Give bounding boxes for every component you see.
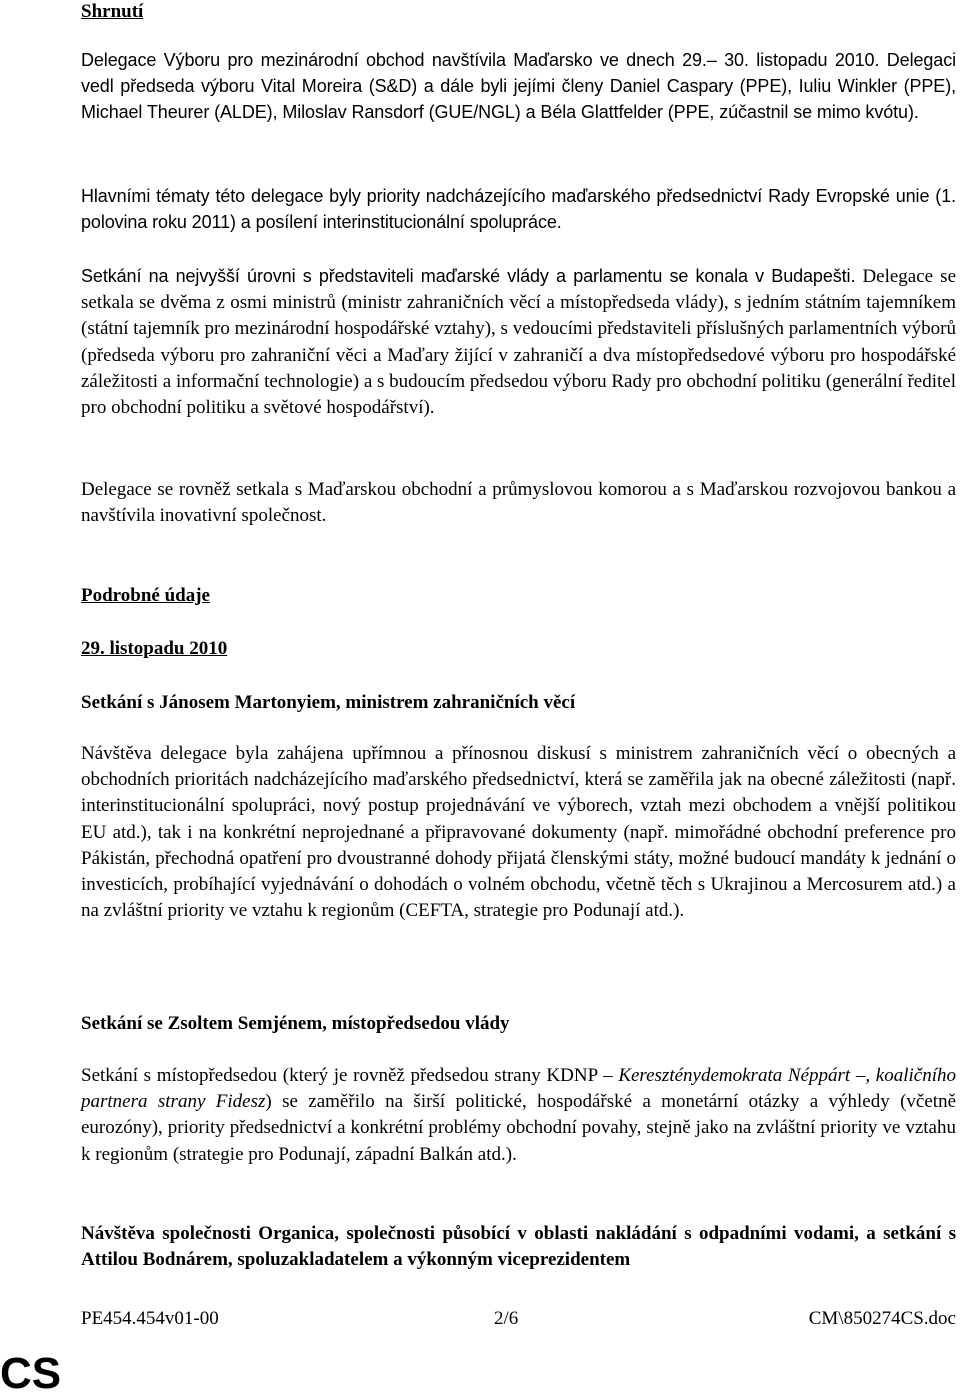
meeting-2-text: [81, 1063, 956, 1168]
meeting-1-heading: Setkání s Jánosem Martonyiem, ministrem zahraničních věcí: [81, 692, 576, 713]
visit-heading-block: [81, 1221, 956, 1273]
visit-heading: Návštěva společnosti Organica, společnosti působící v oblasti nakládání s odpadními vodami, a setkání s Attilou Bodnárem, spoluzakladatelem a výkonným viceprezidentem: [81, 1223, 956, 1270]
summary-heading: Shrnutí: [81, 1, 144, 22]
summary-heading-block: [81, 0, 956, 24]
summary-text-1: Delegace Výboru pro mezinárodní obchod navštívila Maďarsko ve dnech 29.– 30. listopadu 2010. Delegaci vedl předseda výboru Vital Moreira (S&D) a dále byli jejími členy Daniel Caspary (PPE), Iuliu Winkler (PPE), Michael Theurer (ALDE), Miloslav Ransdorf (GUE/NGL) a Béla Glattfelder (PPE, zúčastnil se mimo kvótu).: [81, 50, 956, 122]
meeting-2-text-italic: Kereszténydemokrata Néppárt –, koaličního partnera strany Fidesz: [81, 1065, 956, 1113]
meeting-2-paragraph: [81, 1063, 956, 1168]
meeting-2-heading: Setkání se Zsoltem Semjénem, místopředsedou vlády: [81, 1013, 510, 1034]
meeting-1-text: Návštěva delegace byla zahájena upřímnou a přínosnou diskusí s ministrem zahraničních věcí o obecných a obchodních prioritách nadcházejícího maďarského předsednictví, která se zaměřila jak na obecné záležitosti (např. interinstitucionální spolupráci, nový postup projednávání ve výborech, vztah mezi obchodem a vnější politikou EU atd.), tak i na konkrétní neprojednané a připravované dokumenty (např. mimořádné obchodní preference pro Pákistán, přechodná opatření pro dvoustranné dohody přijatá členskými státy, možné budoucí mandáty k jednání o investicích, probíhající vyjednávání o dohodách o volném obchodu, včetně těch s Ukrajinou a Mercosurem atd.) a na zvláštní priority ve vztahu k regionům (CEFTA, strategie pro Podunají atd.).: [81, 743, 956, 922]
meeting-2-text-b: ) se zaměřilo na širší politické, hospodářské a monetární otázky a výhledy (včetně eurozóny), priority předsednictví a konkrétní problémy obchodní povahy, stejně jako na zvláštní priority ve vztahu k regionům (strategie pro Podunají, západní Balkán atd.).: [81, 1091, 956, 1165]
date-block: [81, 637, 956, 661]
meeting-1-heading-block: [81, 690, 956, 716]
details-heading-block: [81, 584, 956, 608]
summary-paragraph-1: [81, 47, 956, 125]
summary-paragraph-2: [81, 183, 956, 235]
date-heading: 29. listopadu 2010: [81, 638, 228, 659]
summary-text-4: Delegace se rovněž setkala s Maďarskou obchodní a průmyslovou komorou a s Maďarskou rozvojovou bankou a navštívila inovativní společnost.: [81, 479, 956, 527]
language-code: CS: [0, 1349, 62, 1398]
summary-text-3a: Setkání na nejvyšší úrovni s představiteli maďarské vlády a parlamentu se konala v Budapešti.: [81, 266, 856, 286]
summary-text-3: [81, 263, 956, 421]
footer-doc-ref: PE454.454v01-00: [81, 1308, 219, 1329]
summary-text-3b: Delegace se setkala se dvěma z osmi ministrů (ministr zahraničních věcí a místopředseda vlády), s jedním státním tajemníkem (státní tajemník pro mezinárodní hospodářské vztahy), s vedoucími představiteli příslušných parlamentních výborů (předseda výboru pro zahraniční věci a Maďary žijící v zahraničí a dva místopředsedové výboru pro hospodářské záležitosti a informační technologie) a s budoucím předsedou výboru Rady pro obchodní politiku (generální ředitel pro obchodní politiku a světové hospodářství).: [81, 266, 957, 419]
footer-page-number: 2/6: [494, 1308, 519, 1329]
footer-file-name: CM\850274CS.doc: [808, 1308, 956, 1329]
meeting-2-text-a: Setkání s místopředsedou (který je rovněž předsedou strany KDNP –: [81, 1065, 619, 1086]
details-heading: Podrobné údaje: [81, 585, 210, 606]
summary-paragraph-3: [81, 263, 956, 421]
summary-text-2: Hlavními tématy této delegace byly priority nadcházejícího maďarského předsednictví Rady Evropské unie (1. polovina roku 2011) a posílení interinstitucionální spolupráce.: [81, 186, 956, 232]
meeting-2-heading-block: [81, 1011, 956, 1037]
meeting-1-paragraph: [81, 741, 956, 924]
summary-paragraph-4: [81, 477, 956, 529]
